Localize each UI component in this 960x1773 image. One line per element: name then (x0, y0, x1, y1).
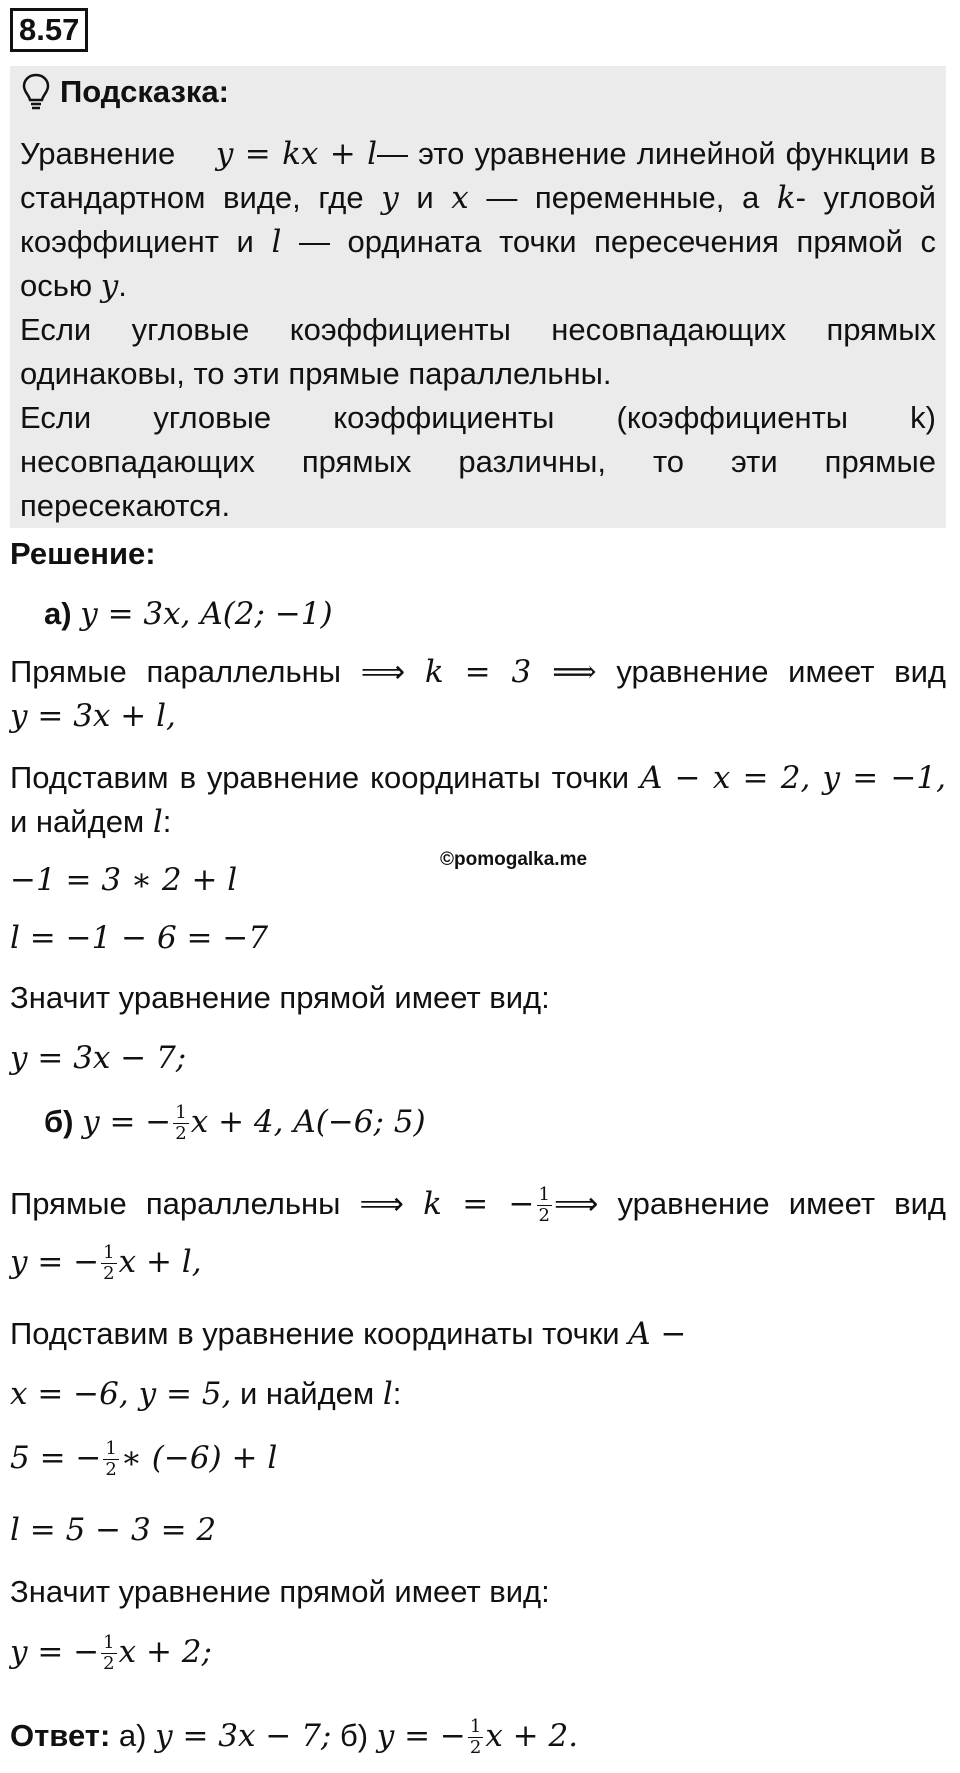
part-a-substitute: Подставим в уравнение координаты точки A − x = 2, y = −1, (10, 760, 946, 796)
part-b-means: Значит уравнение прямой имеет вид: (10, 1574, 550, 1609)
part-a-means: Значит уравнение прямой имеет вид: (10, 980, 550, 1015)
part-b-substitute-values: x = −6, y = 5, и найдем l: (10, 1376, 402, 1412)
task-number: 8.57 (10, 8, 88, 52)
watermark: ©pomogalka.me (440, 849, 588, 870)
part-a-find-l: и найдем l: (10, 804, 172, 840)
part-a-general-form: y = 3x + l, (10, 698, 176, 734)
part-a-given: а) y = 3x, A(2; −1) (44, 596, 333, 632)
part-b-equation-1: 5 = − $\frac{1}{2}$ ∗ (−6) + l (10, 1438, 278, 1481)
part-b-equation-2: l = 5 − 3 = 2 (10, 1512, 217, 1548)
hint-paragraph-3: Если угловые коэффициенты (коэффициенты k) несовпадающих прямых различны, то эти прямые пересекаются. (20, 400, 936, 523)
part-b-parallel-line: Прямые параллельны ⟹ k = − $\frac{1}{2}$ ⟹ уравнение имеет вид (10, 1184, 946, 1227)
lightbulb-icon (22, 73, 50, 111)
fraction-one-half: $\frac{1}{2}$ (103, 1242, 115, 1285)
part-a-equation-2: l = −1 − 6 = −7 (10, 920, 269, 956)
part-a-equation-1: −1 = 3 ∗ 2 + l (10, 862, 238, 898)
answer-line: Ответ: а) y = 3x − 7; б) y = − $\frac{1}{2}$ x + 2. (10, 1716, 579, 1759)
fraction-one-half: $\frac{1}{2}$ (103, 1632, 115, 1675)
hint-paragraph-1: Уравнение y = kx + l— это уравнение линейной функции в стандартном виде, где y и x — переменные, а k- угловой коэффициент и l — ордината точки пересечения прямой с осью y. (20, 136, 936, 304)
solution-label: Решение: (10, 536, 156, 571)
part-a-result: y = 3x − 7; (10, 1040, 187, 1076)
part-b-given: б) y = − $\frac{1}{2}$ x + 4, A(−6; 5) (44, 1102, 426, 1145)
hint-paragraph-2: Если угловые коэффициенты несовпадающих прямых одинаковы, то эти прямые параллельны. (20, 312, 936, 391)
hint-title (22, 70, 229, 114)
hint-body (20, 132, 936, 528)
hint-title-text: Подсказка: (60, 74, 229, 109)
fraction-one-half: $\frac{1}{2}$ (175, 1102, 187, 1145)
part-b-general-form: y = − $\frac{1}{2}$ x + l, (10, 1242, 202, 1285)
fraction-one-half: $\frac{1}{2}$ (105, 1438, 117, 1481)
part-b-substitute: Подставим в уравнение координаты точки A − (10, 1316, 687, 1352)
part-a-parallel-line: Прямые параллельны ⟹ k = 3 ⟹ уравнение имеет вид (10, 654, 946, 690)
fraction-one-half: $\frac{1}{2}$ (469, 1716, 482, 1759)
fraction-one-half: $\frac{1}{2}$ (538, 1184, 550, 1227)
part-b-result: y = − $\frac{1}{2}$ x + 2; (10, 1632, 212, 1675)
